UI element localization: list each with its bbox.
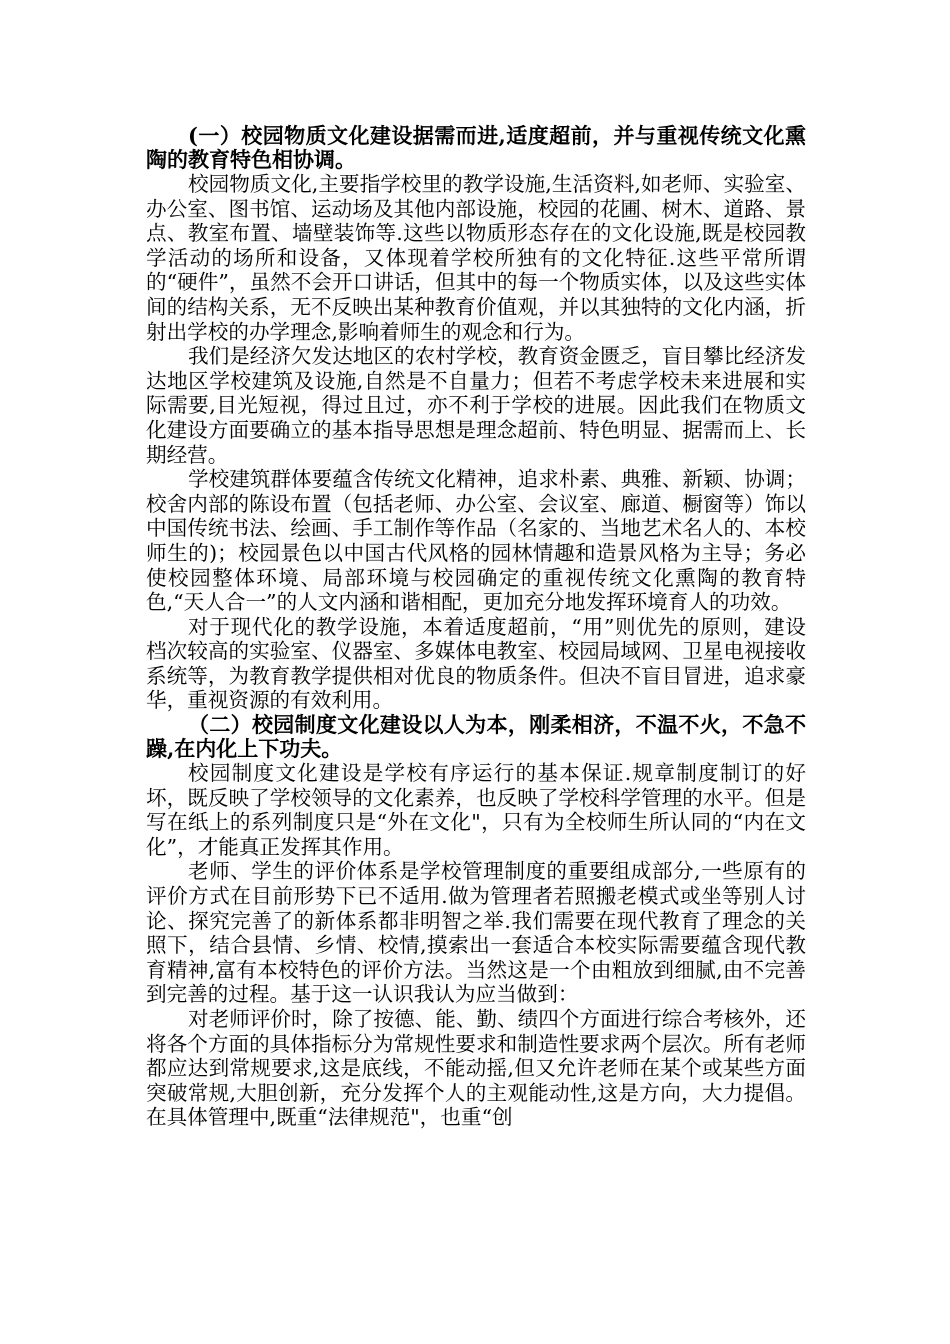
section-heading-1: (一）校园物质文化建设据需而进,适度超前，并与重视传统文化熏陶的教育特色相协调。 <box>146 123 806 172</box>
paragraph-modern-facilities: 对于现代化的教学设施，本着适度超前，“用”则优先的原则，建设档次较高的实验室、仪器室、多媒体电教室、校园局域网、卫星电视接收系统等，为教育教学提供相对优良的物质条件。但决不盲目冒进，追求豪华，重视资源的有效利用。 <box>146 614 806 713</box>
document-page <box>146 124 806 1130</box>
paragraph-evaluation-system: 老师、学生的评价体系是学校管理制度的重要组成部分,一些原有的评价方式在目前形势下已不适用.做为管理者若照搬老模式或坐等别人讨论、探究完善了的新体系都非明智之举.我们需要在现代教育了理念的关照下，结合县情、乡情、校情,摸索出一套适合本校实际需要蕴含现代教育精神,富有本校特色的评价方法。当然这是一个由粗放到细腻,由不完善到完善的过程。基于这一认识我认为应当做到： <box>146 859 806 1007</box>
paragraph-teacher-evaluation: 对老师评价时，除了按德、能、勤、绩四个方面进行综合考核外，还将各个方面的具体指标分为常规性要求和制造性要求两个层次。所有老师都应达到常规要求,这是底线，不能动摇,但又允许老师在某个或某些方面突破常规,大胆创新，充分发挥个人的主观能动性,这是方向，大力提倡。在具体管理中,既重“法律规范"，也重“创 <box>146 1007 806 1130</box>
paragraph-institutional-culture: 校园制度文化建设是学校有序运行的基本保证.规章制度制订的好坏，既反映了学校领导的文化素养，也反映了学校科学管理的水平。但是写在纸上的系列制度只是“外在文化"，只有为全校师生所认同的“内在文化”，才能真正发挥其作用。 <box>146 761 806 859</box>
paragraph-rural-school-guideline: 我们是经济欠发达地区的农村学校，教育资金匮乏，盲目攀比经济发达地区学校建筑及设施,自然是不自量力；但若不考虑学校未来进展和实际需要,目光短视，得过且过，亦不利于学校的进展。因此我们在物质文化建设方面要确立的基本指导思想是理念超前、特色明显、据需而上、长期经营。 <box>146 344 806 467</box>
section-heading-2: （二）校园制度文化建设以人为本，刚柔相济，不温不火，不急不躁,在内化上下功夫。 <box>146 712 806 762</box>
paragraph-material-culture-definition: 校园物质文化,主要指学校里的教学设施,生活资料,如老师、实验室、办公室、图书馆、运动场及其他内部设施，校园的花圃、树木、道路、景点、教室布置、墙壁装饰等.这些以物质形态存在的文化设施,既是校园教学活动的场所和设备，又体现着学校所独有的文化特征.这些平常所谓的“硬件”，虽然不会开口讲话，但其中的每一个物质实体，以及这些实体间的结构关系，无不反映出某种教育价值观，并以其独特的文化内涵，折射出学校的办学理念,影响着师生的观念和行为。 <box>146 172 806 344</box>
paragraph-building-traditional-culture: 学校建筑群体要蕴含传统文化精神，追求朴素、典雅、新颖、协调；校舍内部的陈设布置（包括老师、办公室、会议室、廊道、橱窗等）饰以中国传统书法、绘画、手工制作等作品（名家的、当地艺术名人的、本校师生的)；校园景色以中国古代风格的园林情趣和造景风格为主导；务必使校园整体环境、局部环境与校园确定的重视传统文化熏陶的教育特色,“天人合一”的人文内涵和谐相配，更加充分地发挥环境育人的功效。 <box>146 467 806 615</box>
